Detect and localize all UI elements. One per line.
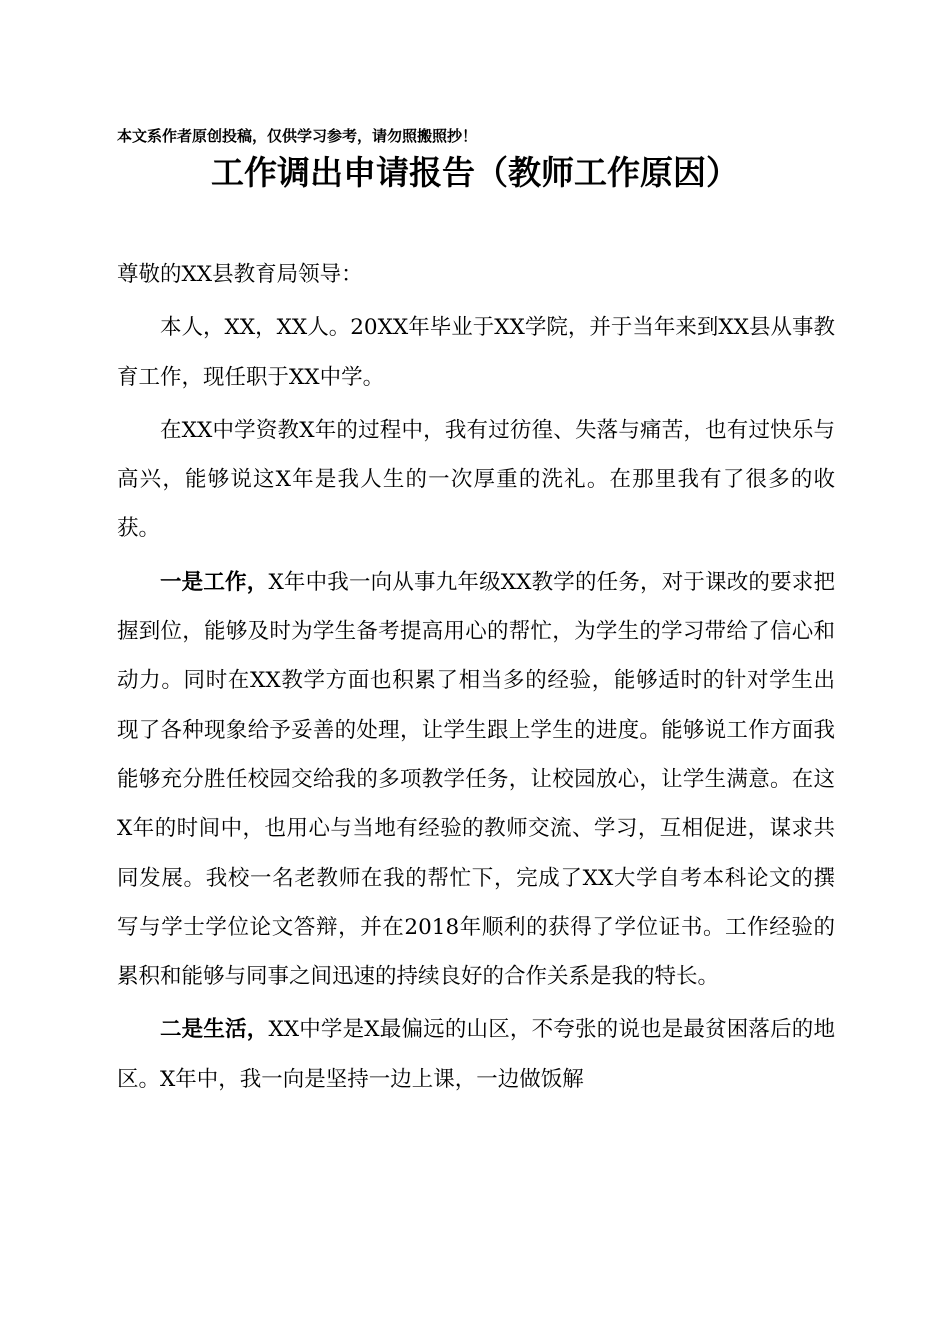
paragraph-1 — [117, 303, 835, 402]
paragraph-3 — [117, 558, 835, 1002]
paragraph-2 — [117, 406, 835, 554]
paragraph-4-text: XX中学是X最偏远的山区，不夸张的说也是最贫困落后的地区。X年中，我一向是坚持一边上课，一边做饭解 — [117, 1017, 835, 1092]
paragraph-3-lead: 一是工作， — [160, 569, 269, 595]
paragraph-4 — [117, 1005, 835, 1104]
header-notice: 本文系作者原创投稿，仅供学习参考，请勿照搬照抄！ — [117, 127, 478, 145]
salutation: 尊敬的XX县教育局领导： — [117, 262, 363, 287]
document-title: 工作调出申请报告（教师工作原因） — [211, 153, 739, 192]
paragraph-4-lead: 二是生活， — [160, 1017, 269, 1043]
paragraph-2-text: 在XX中学资教X年的过程中，我有过彷徨、失落与痛苦，也有过快乐与高兴，能够说这X年是我人生的一次厚重的洗礼。在那里我有了很多的收获。 — [117, 417, 835, 542]
paragraph-1-text: 本人，XX，XX人。20XX年毕业于XX学院，并于当年来到XX县从事教育工作，现任职于XX中学。 — [117, 315, 835, 390]
paragraph-3-text: X年中我一向从事九年级XX教学的任务，对于课改的要求把握到位，能够及时为学生备考提高用心的帮忙，为学生的学习带给了信心和动力。同时在XX教学方面也积累了相当多的经验，能够适时的针对学生出现了各种现象给予妥善的处理，让学生跟上学生的进度。能够说工作方面我能够充分胜任校园交给我的多项教学任务，让校园放心，让学生满意。在这X年的时间中，也用心与当地有经验的教师交流、学习，互相促进，谋求共同发展。我校一名老教师在我的帮忙下，完成了XX大学自考本科论文的撰写与学士学位论文答辩，并在2018年顺利的获得了学位证书。工作经验的累积和能够与同事之间迅速的持续良好的合作关系是我的特长。 — [117, 569, 835, 990]
document-body — [117, 250, 835, 1104]
